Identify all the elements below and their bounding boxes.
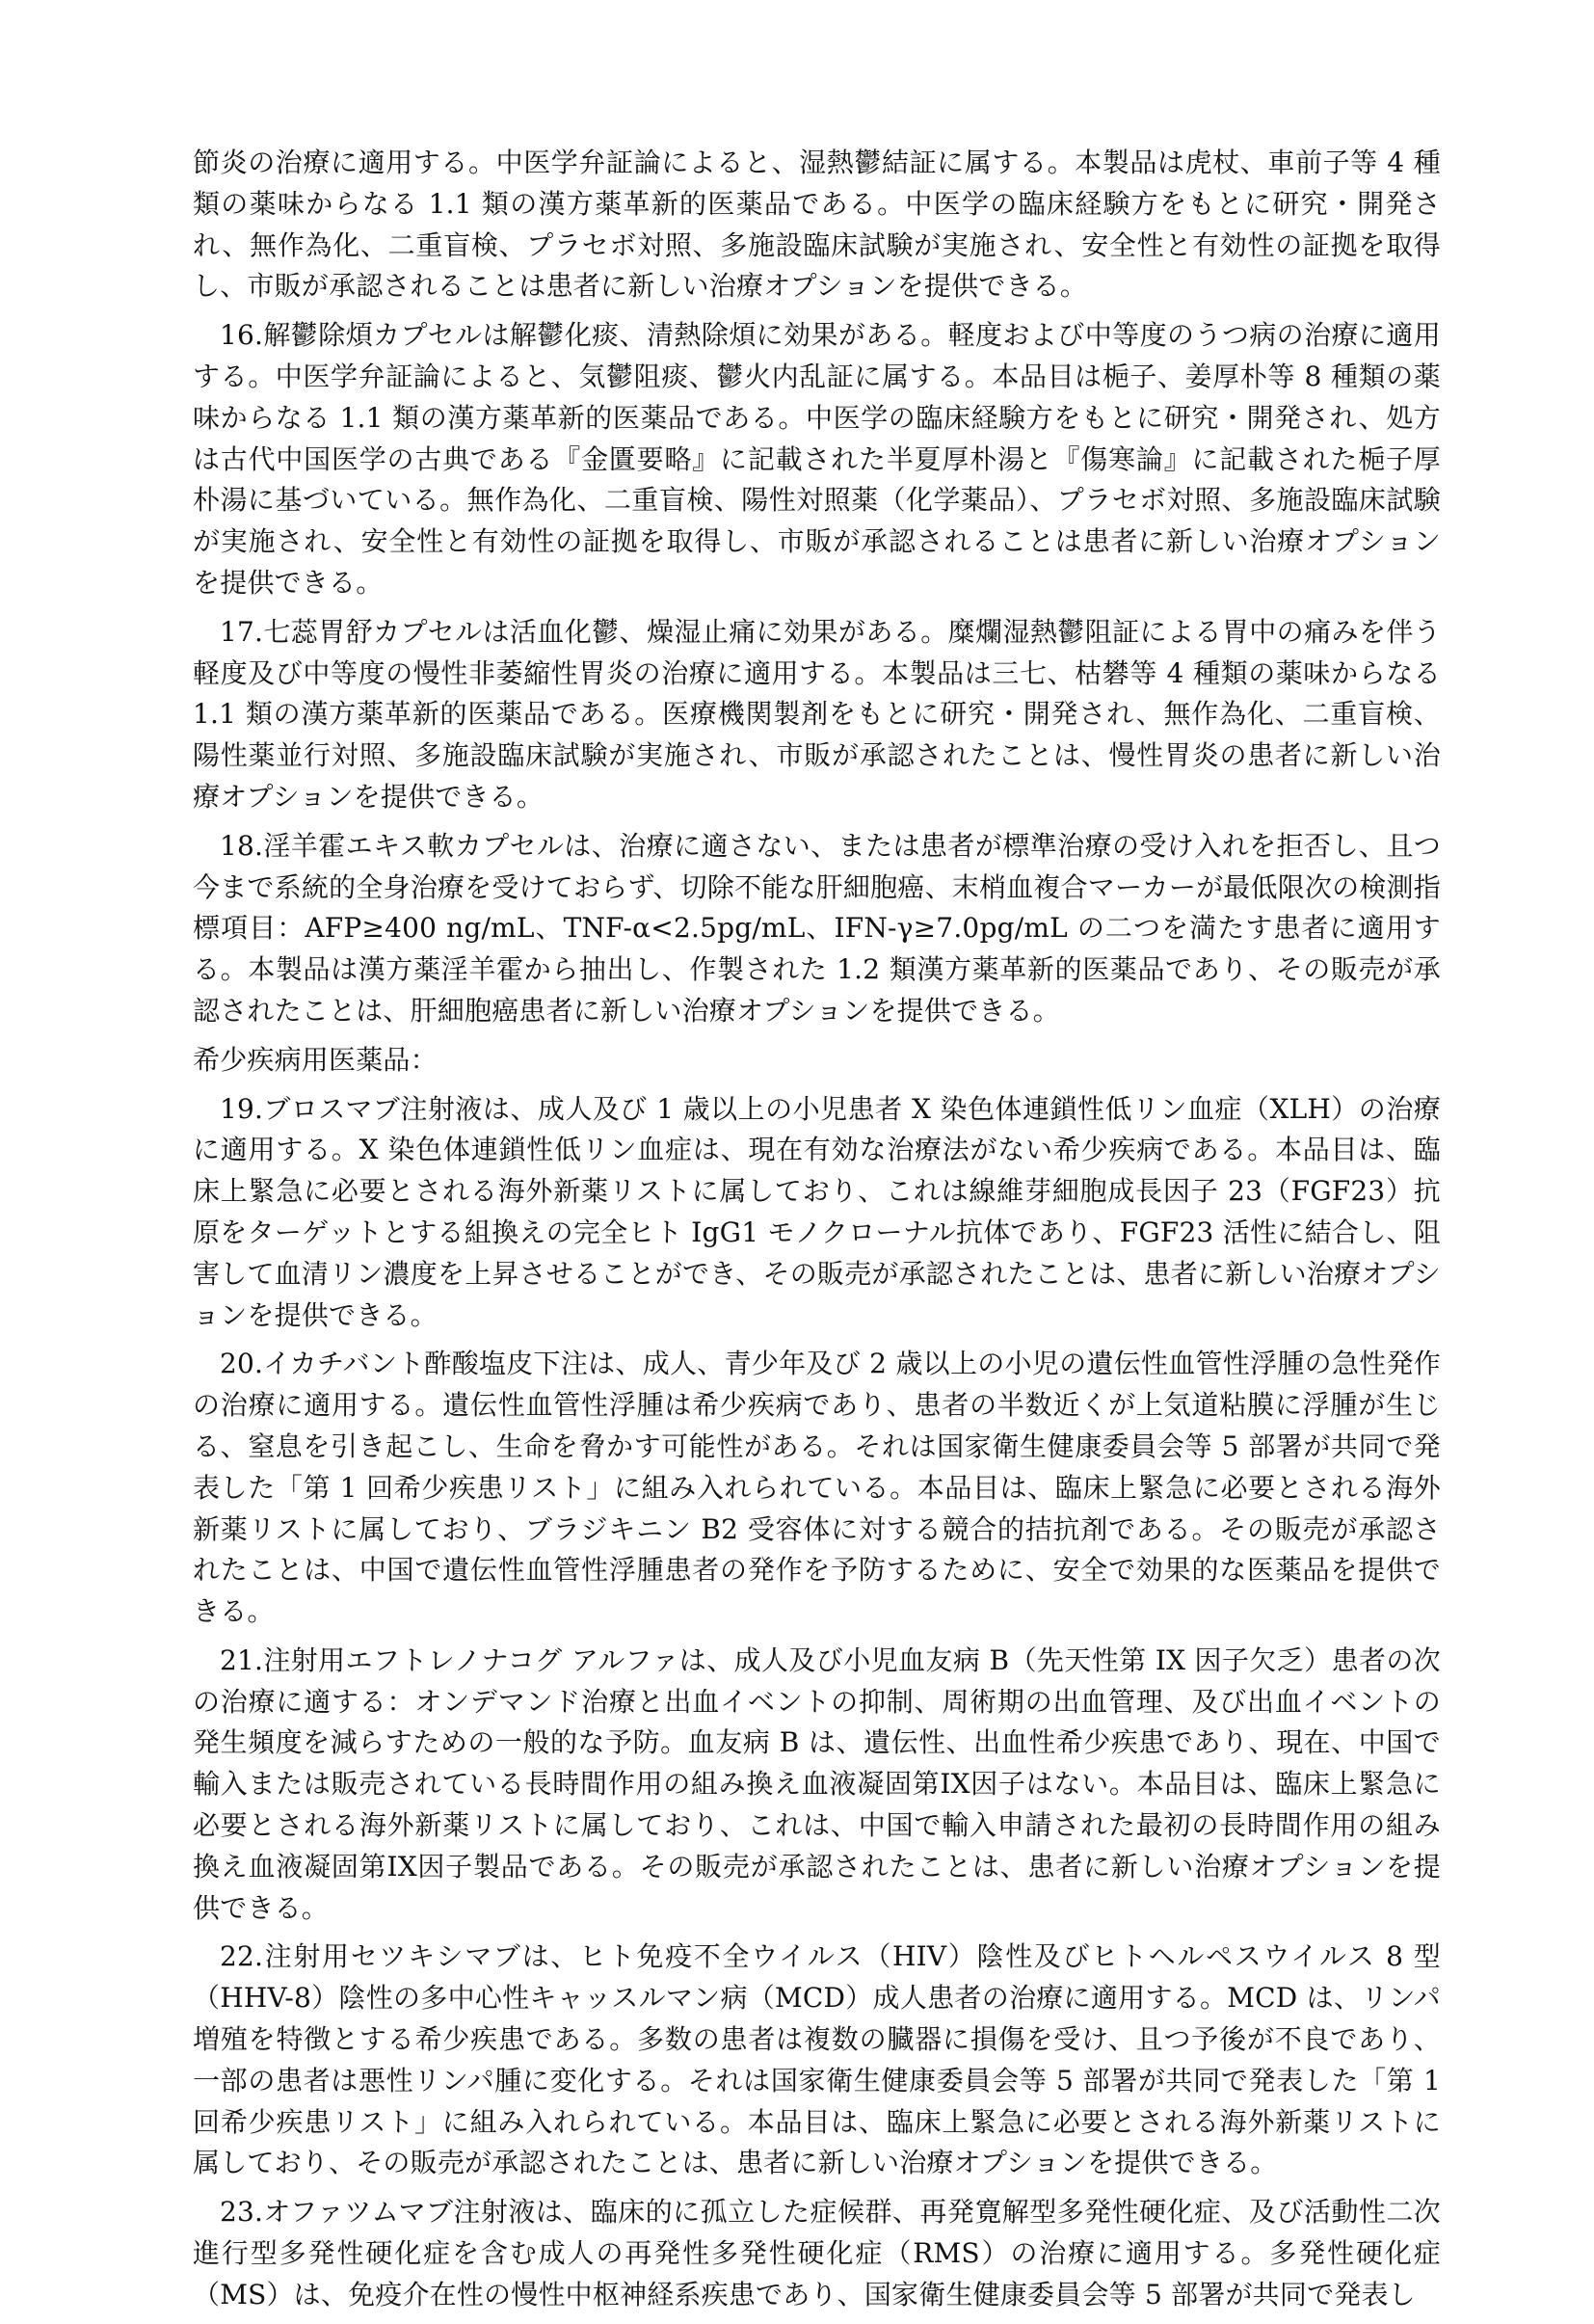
paragraph-item-19: 19.ブロスマブ注射液は、成人及び 1 歳以上の小児患者 X 染色体連鎖性低リン血症（XLH）の治療に適用する。X 染色体連鎖性低リン血症は、現在有効な治療法がない希少疾病である。本品目は、臨床上緊急に必要とされる海外新薬リストに属しており、これは線維芽細胞成長因子 23（FGF23）抗原をターゲットとする組換えの完全ヒト IgG1 モノクローナル抗体であり、FGF23 活性に結合し、阻害して血清リン濃度を上昇させることができ、その販売が承認されたことは、患者に新しい治療オプションを提供できる。 [193,1092,1441,1331]
paragraph-item-21: 21.注射用エフトレノナコグ アルファは、成人及び小児血友病 B（先天性第 IX 因子欠乏）患者の次の治療に適する：オンデマンド治療と出血イベントの抑制、周術期の出血管理、及び出血イベントの発生頻度を減らすための一般的な予防。血友病 B は、遺伝性、出血性希少疾患であり、現在、中国で輸入または販売されている長時間作用の組み換え血液凝固第IX因子はない。本品目は、臨床上緊急に必要とされる海外新薬リストに属しており、これは、中国で輸入申請された最初の長時間作用の組み換え血液凝固第IX因子製品である。その販売が承認されたことは、患者に新しい治療オプションを提供できる。 [193,1643,1441,1924]
paragraph-item-20: 20.イカチバント酢酸塩皮下注は、成人、青少年及び 2 歳以上の小児の遺伝性血管性浮腫の急性発作の治療に適用する。遺伝性血管性浮腫は希少疾病であり、患者の半数近くが上気道粘膜に浮腫が生じる、窒息を引き起こし、生命を脅かす可能性がある。それは国家衛生健康委員会等 5 部署が共同で発表した「第 1 回希少疾患リスト」に組み入れられている。本品目は、臨床上緊急に必要とされる海外新薬リストに属しており、ブラジキニン B2 受容体に対する競合的拮抗剤である。その販売が承認されたことは、中国で遺伝性血管性浮腫患者の発作を予防するために、安全で効果的な医薬品を提供できる。 [193,1348,1441,1628]
paragraph-item-18: 18.淫羊霍エキス軟カプセルは、治療に適さない、または患者が標準治療の受け入れを拒否し、且つ今まで系統的全身治療を受けておらず、切除不能な肝細胞癌、末梢血複合マーカーが最低限次の検測指標項目：AFP≥400 ng/mL、TNF-α<2.5pg/mL、IFN-γ≥7.0pg/mL の二つを満たす患者に適用する。本製品は漢方薬淫羊霍から抽出し、作製された 1.2 類漢方薬革新的医薬品であり、その販売が承認されたことは、肝細胞癌患者に新しい治療オプションを提供できる。 [193,829,1441,1027]
paragraph-continuation: 節炎の治療に適用する。中医学弁証論によると、湿熱鬱結証に属する。本製品は虎杖、車前子等 4 種類の薬味からなる 1.1 類の漢方薬革新的医薬品である。中医学の臨床経験方をもとに研究・開発され、無作為化、二重盲検、プラセボ対照、多施設臨床試験が実施され、安全性と有効性の証拠を取得し、市販が承認されることは患者に新しい治療オプションを提供できる。 [193,147,1441,303]
paragraph-item-22: 22.注射用セツキシマブは、ヒト免疫不全ウイルス（HIV）陰性及びヒトヘルペスウイルス 8 型（HHV-8）陰性の多中心性キャッスルマン病（MCD）成人患者の治療に適用する。MCD は、リンパ増殖を特徴とする希少疾患である。多数の患者は複数の臓器に損傷を受け、且つ予後が不良であり、一部の患者は悪性リンパ腫に変化する。それは国家衛生健康委員会等 5 部署が共同で発表した「第 1 回希少疾患リスト」に組み入れられている。本品目は、臨床上緊急に必要とされる海外新薬リストに属しており、その販売が承認されたことは、患者に新しい治療オプションを提供できる。 [193,1940,1441,2179]
paragraph-item-23: 23.オファツムマブ注射液は、臨床的に孤立した症候群、再発寛解型多発性硬化症、及び活動性二次進行型多発性硬化症を含む成人の再発性多発性硬化症（RMS）の治療に適用する。多発性硬化症（MS）は、免疫介在性の慢性中枢神経系疾患であり、国家衛生健康委員会等 5 部署が共同で発表し [193,2196,1441,2311]
paragraph-item-16: 16.解鬱除煩カプセルは解鬱化痰、清熱除煩に効果がある。軽度および中等度のうつ病の治療に適用する。中医学弁証論によると、気鬱阻痰、鬱火内乱証に属する。本品目は梔子、姜厚朴等 8 種類の薬味からなる 1.1 類の漢方薬革新的医薬品である。中医学の臨床経験方をもとに研究・開発され、処方は古代中国医学の古典である『金匱要略』に記載された半夏厚朴湯と『傷寒論』に記載された梔子厚朴湯に基づいている。無作為化、二重盲検、陽性対照薬（化学薬品）、プラセボ対照、多施設臨床試験が実施され、安全性と有効性の証拠を取得し、市販が承認されることは患者に新しい治療オプションを提供できる。 [193,319,1441,599]
paragraph-item-17: 17.七蕊胃舒カプセルは活血化鬱、燥湿止痛に効果がある。糜爛湿熱鬱阻証による胃中の痛みを伴う軽度及び中等度の慢性非萎縮性胃炎の治療に適用する。本製品は三七、枯礬等 4 種類の薬味からなる 1.1 類の漢方薬革新的医薬品である。医療機関製剤をもとに研究・開発され、無作為化、二重盲検、陽性薬並行対照、多施設臨床試験が実施され、市販が承認されたことは、慢性胃炎の患者に新しい治療オプションを提供できる。 [193,615,1441,813]
section-heading-rare-disease-drugs: 希少疾病用医薬品： [193,1043,438,1076]
document-body [193,143,1441,2324]
